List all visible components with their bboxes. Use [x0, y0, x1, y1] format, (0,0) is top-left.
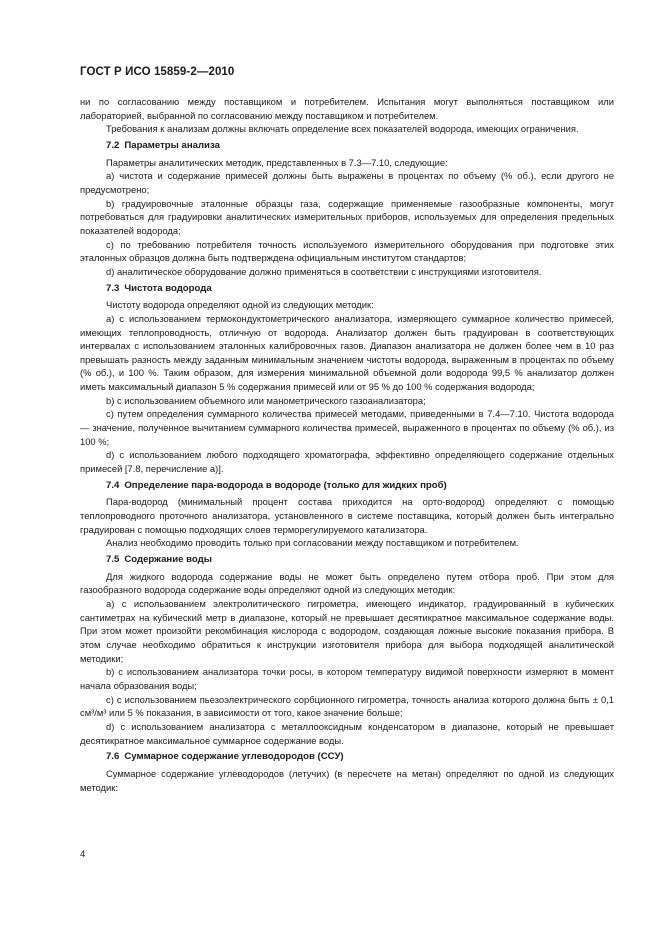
section-number: 7.3	[106, 282, 120, 294]
section-heading-7-6	[80, 750, 614, 764]
section-title: Суммарное содержание углеводородов (ССУ)	[124, 751, 344, 763]
paragraph: Суммарное содержание углеводородов (летучих) (в пересчете на метан) определяют по одной из следующих методик:	[80, 767, 614, 793]
section-heading-7-4	[80, 479, 614, 493]
list-item: b) с использованием объемного или манометрического газоанализатора;	[106, 394, 426, 406]
section-title: Содержание воды	[124, 554, 212, 565]
list-item: d) аналитическое оборудование должно применяться в соответствии с инструкциями изготовителя.	[106, 265, 542, 277]
section-heading-7-2	[80, 139, 614, 153]
list-item: c) по требованию потребителя точность используемого измерительного оборудования при подготовке этих эталонных образцов должна быть подтверждена официальным институтом стандартов;	[80, 238, 614, 264]
section-number: 7.4	[106, 479, 120, 491]
list-item: a) с использованием термокондуктометрического анализатора, измеряющего суммарное количество примесей, имеющих теплопроводность, отличную от водорода. Анализатор должен быть градуирован в соответствующих интервалах с использованием эталонных калибровочных газов. Диапазон анализатора не должен более чем в 10 раз превышать разность между заданным минимальным значением чистоты водорода, выраженным в процентах по объему (% об.), и 100 %. Таким образом, для измерения минимальной объемной доли водорода 99,5 % анализатор должен иметь максимальный диапазон 5 % содержания примесей или от 95 % до 100 % содержания водорода;	[80, 312, 614, 393]
section-title: Определение пара-водорода в водороде (только для жидких проб)	[124, 479, 447, 491]
paragraph: Анализ необходимо проводить только при согласовании между поставщиком и потребителем.	[106, 537, 519, 549]
list-item: c) с использованием пьезоэлектрического сорбционного гигрометра, точность анализа которого должна быть ± 0,1 см³/м³ или 5 % показания, в зависимости от того, какое значение больше;	[80, 693, 614, 719]
paragraph: Параметры аналитических методик, представленных в 7.3—7.10, следующие:	[106, 156, 448, 168]
section-heading-7-5	[80, 553, 614, 567]
list-item: a) чистота и содержание примесей должны быть выражены в процентах по объему (% об.), если другого не предусмотрено;	[80, 170, 614, 195]
document-body	[80, 95, 614, 794]
list-item: b) градуировочные эталонные образцы газа, содержащие применяемые газообразные компоненты, могут потребоваться для градуировки аналитических измерительных приборов, используемых для определения предельных показателей водорода;	[80, 197, 614, 236]
section-number: 7.2	[106, 139, 120, 151]
section-heading-7-3	[80, 282, 614, 296]
list-item: d) с использованием анализатора с металлооксидным конденсатором в диапазоне, который не превышает десятикратное максимальное суммарное содержание воды.	[80, 720, 614, 746]
section-title: Чистота водорода	[124, 282, 212, 294]
section-number: 7.6	[106, 751, 120, 763]
list-item: c) путем определения суммарного количества примесей методами, приведенными в 7.4—7.10. Чистота водорода — значение, полученное вычитанием суммарного количества примесей, выраженного в процентах по объему (% об.), из 100 %;	[80, 408, 614, 447]
paragraph: Чистоту водорода определяют одной из следующих методик:	[106, 299, 374, 311]
section-number: 7.5	[106, 554, 120, 565]
paragraph: Для жидкого водорода содержание воды не может быть определено путем отбора проб. При этом для газообразного водорода содержание воды определяют одной из следующих методик:	[80, 570, 614, 596]
paragraph: Пара-водород (минимальный процент состава приходится на орто-водород) определяют с помощью теплопроводного проточного анализатора, установленного в системе поставщика, который должен быть интегрально градуирован с помощью подходящих слоев терморегулируемого катализатора.	[80, 496, 614, 535]
list-item: b) с использованием анализатора точки росы, в котором температуру видимой поверхности измеряют в момент начала образования воды;	[80, 666, 614, 691]
list-item: d) с использованием любого подходящего хроматографа, эффективно определяющего содержание отдельных примесей [7.8, перечисление a)].	[80, 449, 614, 475]
list-item: a) с использованием электролитического гигрометра, имеющего индикатор, градуированный в кубических сантиметрах на кубический метр в диапазоне, который не превышает десятикратное максимальное содержание воды. При этом может произойти рекомбинация кислорода с водородом, создающая ложные высокие показания прибора. В этом случае необходимо обратиться к инструкции изготовителя прибора для выбора подходящей аналитической методики;	[80, 597, 614, 664]
document-header: ГОСТ Р ИСО 15859-2—2010	[80, 66, 235, 78]
paragraph: Требования к анализам должны включать определение всех показателей водорода, имеющих ограничения.	[106, 123, 579, 135]
page-number: 4	[80, 849, 86, 860]
paragraph: ни по согласованию между поставщиком и потребителем. Испытания могут выполняться поставщиком или лабораторией, выбранной по согласованию между поставщиком и потребителем.	[80, 96, 614, 121]
section-title: Параметры анализа	[124, 139, 220, 151]
